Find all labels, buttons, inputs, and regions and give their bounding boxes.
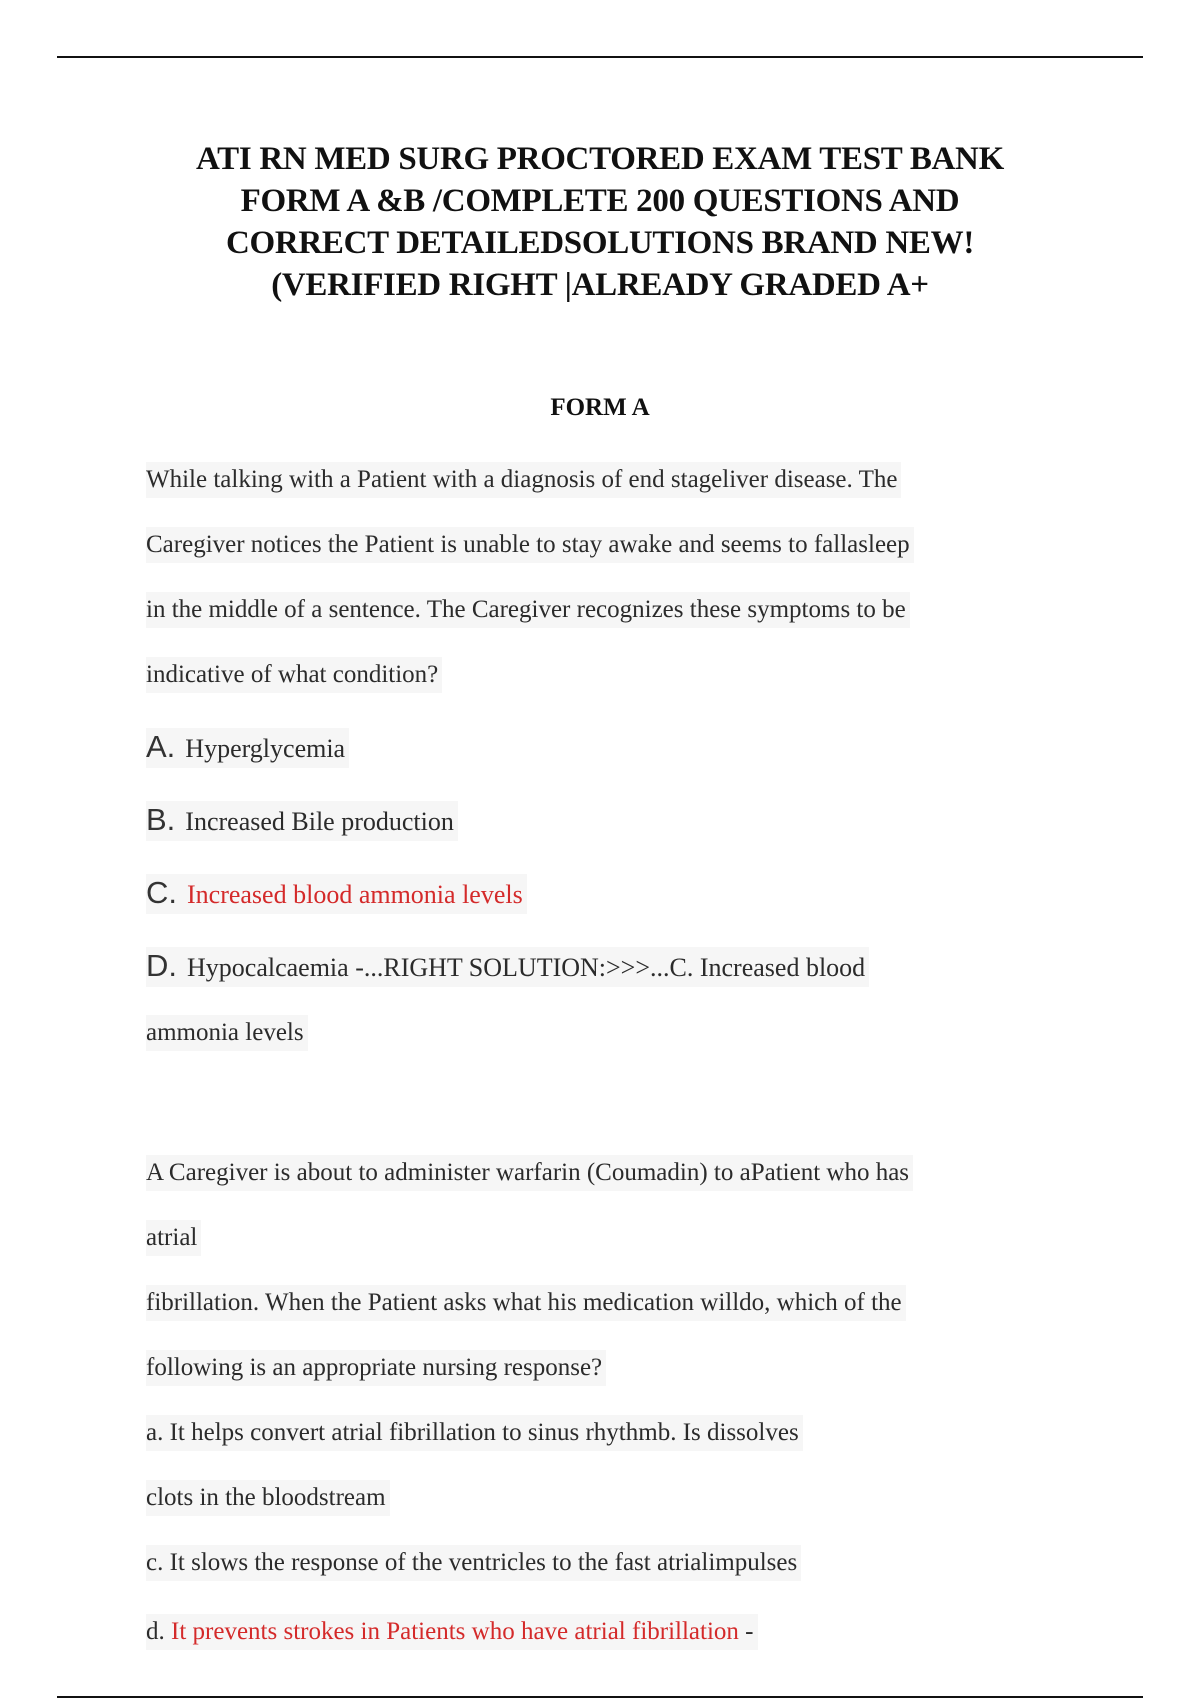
question-1-line-4: indicative of what condition? [146, 657, 442, 693]
option-text: Hypocalcaemia -...RIGHT SOLUTION:>>>...C. Increased blood [187, 953, 866, 982]
title-line-1: ATI RN MED SURG PROCTORED EXAM TEST BANK [196, 141, 1004, 177]
question-2-line-2: atrial [146, 1220, 201, 1256]
section-heading: FORM A [550, 394, 650, 421]
correct-answer-text: It prevents strokes in Patients who have atrial fibrillation [171, 1618, 739, 1645]
title-line-4: (VERIFIED RIGHT |ALREADY GRADED A+ [271, 267, 929, 303]
option-suffix: - [738, 1618, 754, 1645]
question-1-option-a [146, 728, 349, 768]
option-letter: A. [146, 729, 176, 764]
question-2-option-a-b: a. It helps convert atrial fibrillation to sinus rhythmb. Is dissolves [146, 1415, 803, 1451]
title-line-3: CORRECT DETAILEDSOLUTIONS BRAND NEW! [225, 225, 975, 261]
question-1-option-b [146, 801, 458, 841]
option-letter: B. [146, 802, 176, 837]
question-2-option-c: c. It slows the response of the ventricles to the fast atrialimpulses [146, 1545, 801, 1581]
question-2-option-b-continuation: clots in the bloodstream [146, 1480, 390, 1516]
option-text: Increased Bile production [185, 807, 454, 836]
question-2-line-1: A Caregiver is about to administer warfarin (Coumadin) to aPatient who has [146, 1155, 913, 1191]
question-1-line-1: While talking with a Patient with a diagnosis of end stageliver disease. The [146, 462, 901, 498]
question-1-option-d [146, 947, 869, 987]
option-letter: d. [146, 1618, 171, 1645]
bottom-divider [57, 1696, 1143, 1698]
question-1-option-c [146, 874, 527, 914]
question-2-line-3: fibrillation. When the Patient asks what his medication willdo, which of the [146, 1285, 906, 1321]
question-1-solution-continuation: ammonia levels [146, 1015, 308, 1051]
top-divider [57, 56, 1143, 58]
title-line-2: FORM A &B /COMPLETE 200 QUESTIONS AND [240, 183, 960, 219]
option-text: Hyperglycemia [185, 734, 346, 763]
option-letter: D. [146, 948, 177, 983]
question-2-option-d [146, 1614, 758, 1650]
question-1-line-3: in the middle of a sentence. The Caregiver recognizes these symptoms to be [146, 592, 910, 628]
correct-answer-text: Increased blood ammonia levels [187, 880, 523, 909]
option-letter: C. [146, 875, 177, 910]
question-2-line-4: following is an appropriate nursing response? [146, 1350, 606, 1386]
question-1-line-2: Caregiver notices the Patient is unable to stay awake and seems to fallasleep [146, 527, 914, 563]
document-title [100, 138, 1100, 306]
